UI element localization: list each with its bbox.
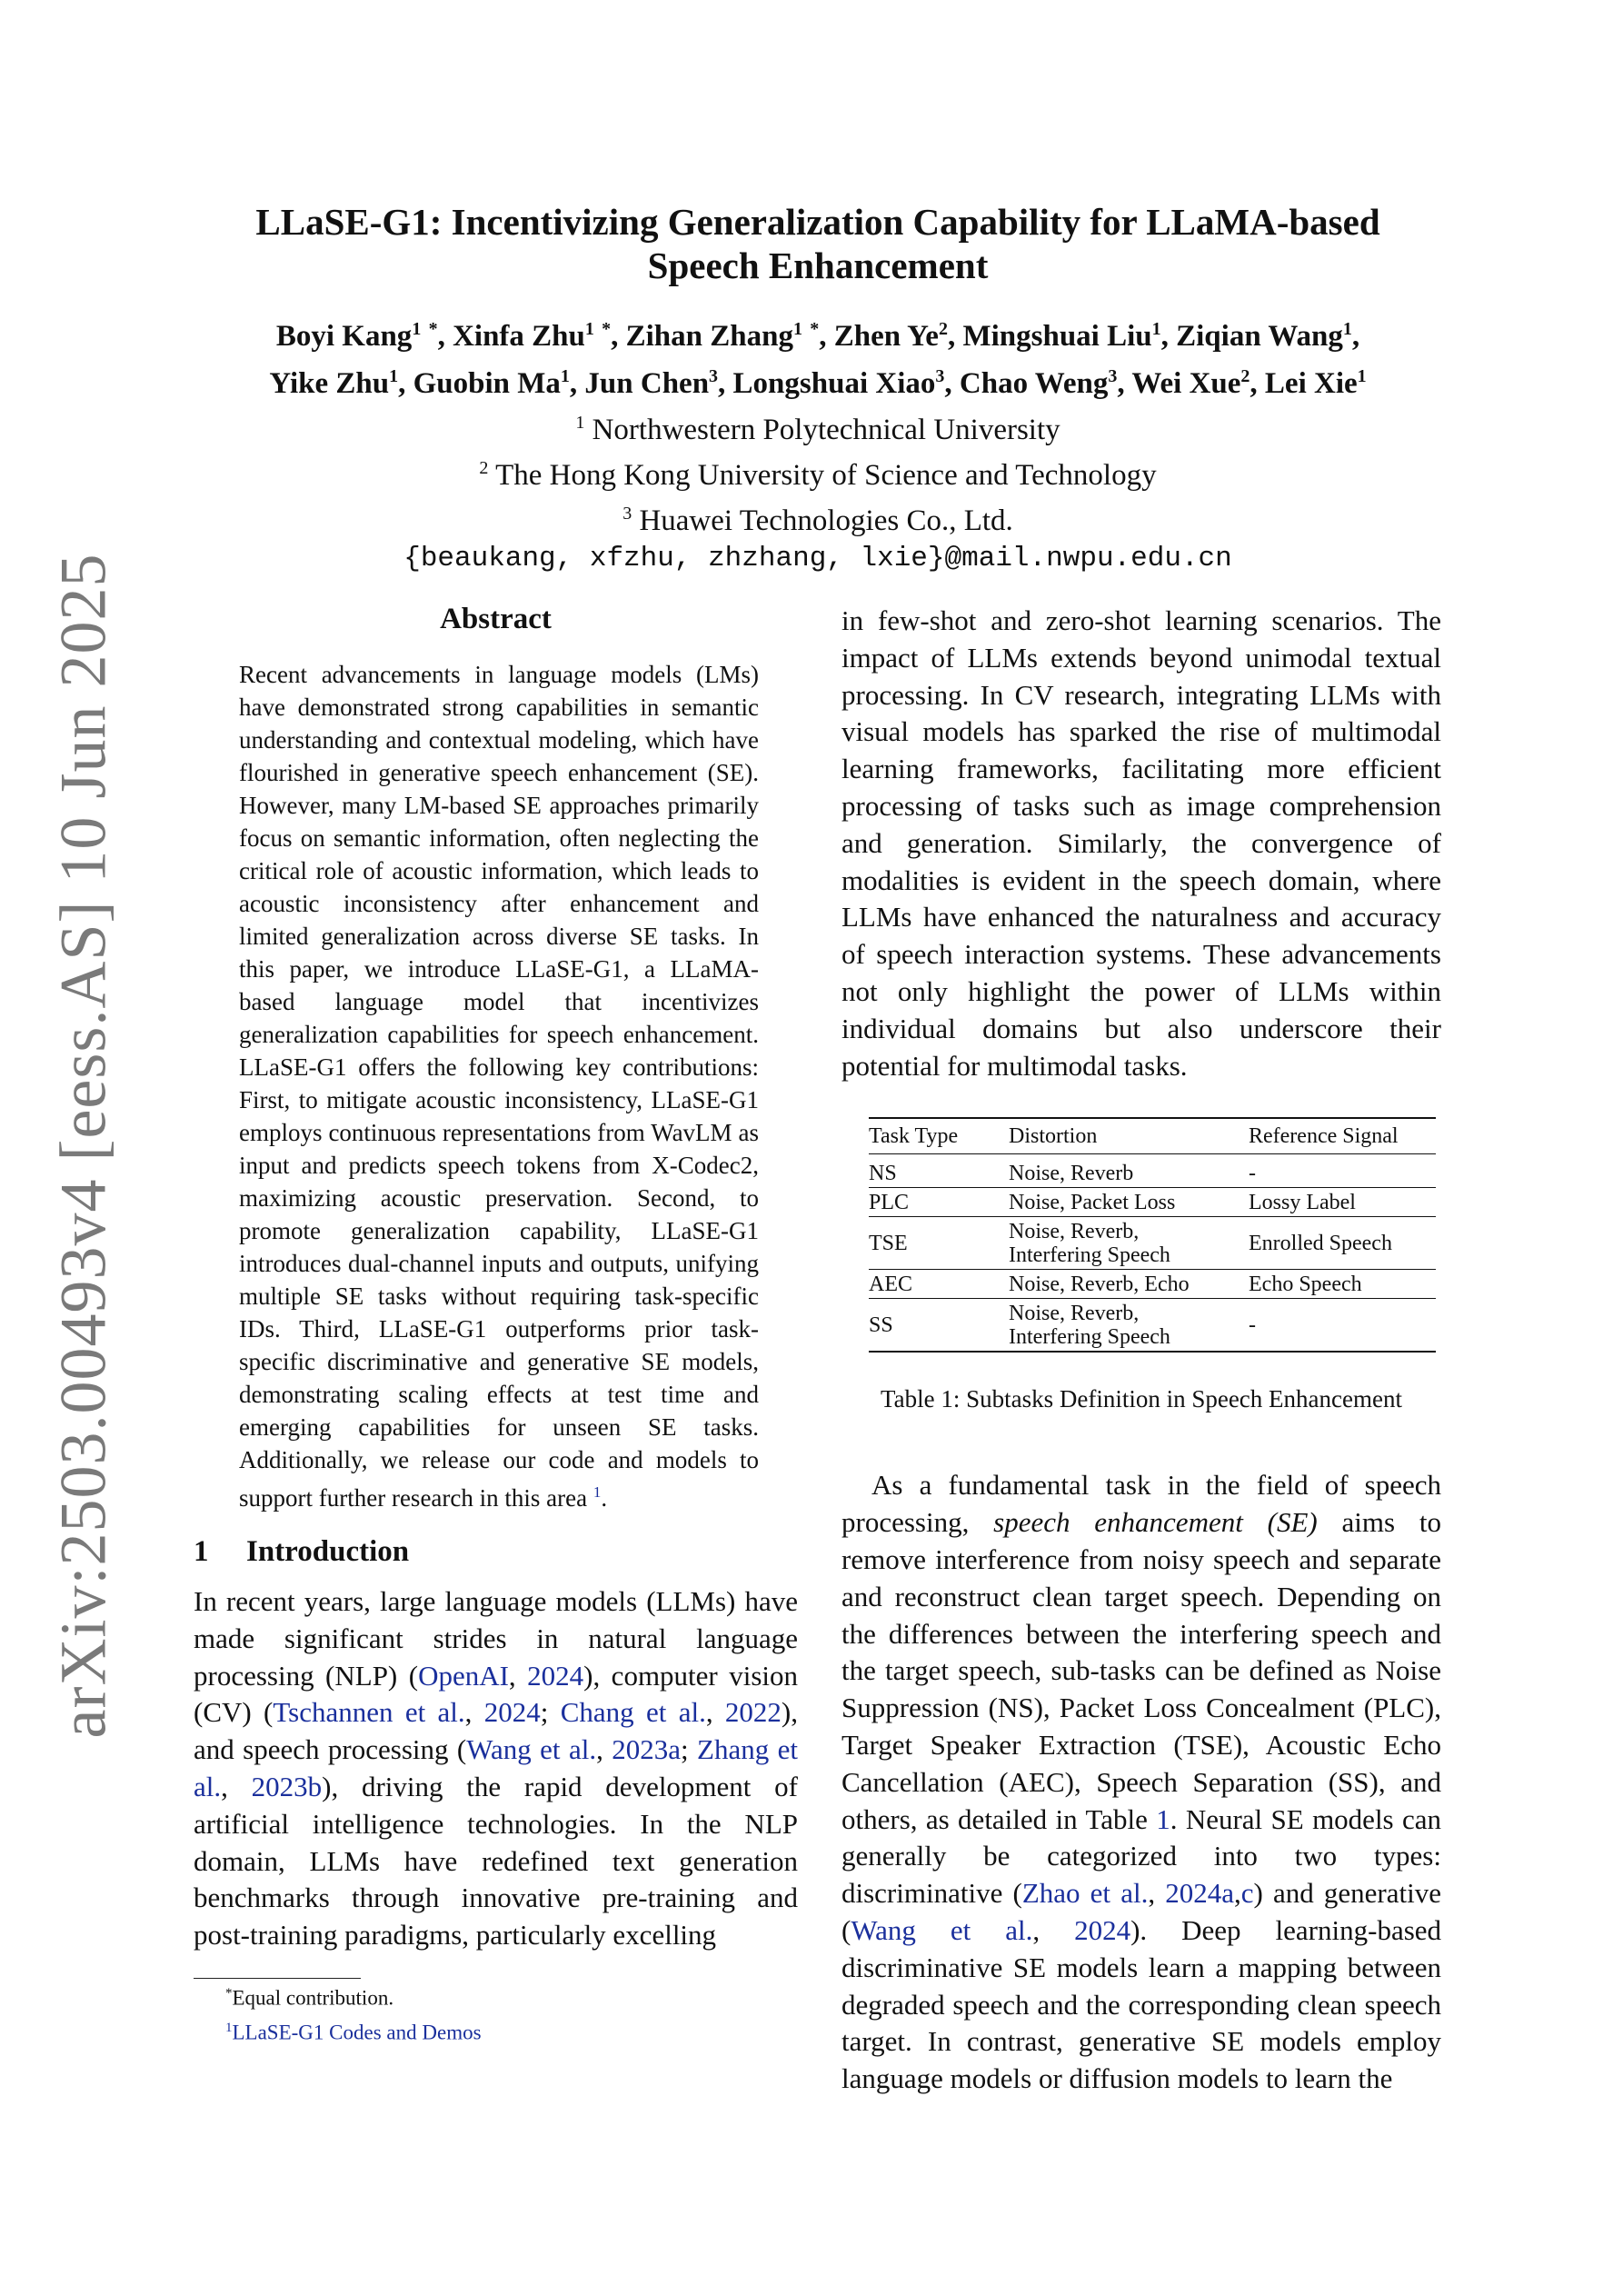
table-header-row: [869, 1118, 1436, 1154]
table-row: [869, 1299, 1436, 1353]
intro-paragraph: In recent years, large language models (LLMs) have made significant strides in natural language processing (NLP) (OpenAI, 2024), computer vision (CV) (Tschannen et al., 2024; Chang et al., 2022), and speech processing (Wang et al., 2023a; Zhang et al., 2023b), driving the rapid development of artificial intelligence technologies. In the NLP domain, LLMs have redefined text generation benchmarks through innovative pre-training and post-training paradigms, particularly excelling: [194, 1585, 799, 1952]
citation-link[interactable]: Tschannen et al.: [273, 1696, 465, 1729]
citation-link[interactable]: Zhao et al.: [1021, 1877, 1149, 1910]
right-column: [841, 603, 1441, 2098]
code-demos-link[interactable]: LLaSE-G1 Codes and Demos: [232, 2021, 482, 2044]
citation-link[interactable]: 2024: [1074, 1913, 1131, 1946]
arxiv-sidebar-stamp: [20, 553, 147, 1738]
table-cell: Enrolled Speech: [1249, 1217, 1436, 1270]
citation-link[interactable]: 2023a: [612, 1733, 681, 1766]
table-header-cell: Task Type: [869, 1118, 1009, 1154]
table-cell: NS: [869, 1154, 1009, 1188]
footnote-link[interactable]: 1: [592, 1483, 602, 1501]
left-column: [194, 600, 798, 2047]
affiliation-1: $^1$ Northwestern Polytechnical University: [575, 413, 1060, 446]
author-emails: {beaukang, xfzhu, zhzhang, lxie}@mail.nwpu.edu.cn: [403, 543, 1232, 574]
affiliation-3: $^3$ Huawei Technologies Co., Ltd.: [622, 504, 1013, 537]
author-list: Boyi Kang$^1$ *, Xinfa Zhu$^1$ *, Zihan Zhang$^1$ *, Zhen Ye$^2$, Mingshuai Liu$^1$, Ziqian Wang$^1$, Yike Zhu$^1$, Guobin Ma$^1$, Jun Chen$^3$, Longshuai Xiao$^3$, Chao Weng$^3$, Wei Xue$^2$, Lei Xie$^1$: [269, 319, 1367, 400]
table-cell: PLC: [869, 1188, 1009, 1217]
abstract-heading: Abstract: [440, 603, 552, 635]
citation-link[interactable]: 2022: [724, 1696, 782, 1729]
right-paragraph-1: in few-shot and zero-shot learning scenarios. The impact of LLMs extends beyond unimodal textual processing. In CV research, integrating LLMs with visual models has sparked the rise of multimodal learning frameworks, facilitating more efficient processing of tasks such as image comprehension and generation. Similarly, the convergence of modalities is evident in the speech domain, where LLMs have enhanced the naturalness and accuracy of speech interaction systems. These advancements not only highlight the power of LLMs within individual domains but also underscore their potential for multimodal tasks.: [841, 604, 1441, 1082]
citation-link[interactable]: OpenAI: [418, 1659, 509, 1692]
table-cell: Noise, Packet Loss: [1009, 1188, 1249, 1217]
table-cell: Noise, Reverb: [1009, 1154, 1249, 1188]
footnote-code-link: $^1$LLaSE-G1 Codes and Demos: [225, 2020, 482, 2044]
citation-link[interactable]: 2023b: [251, 1770, 323, 1802]
paper-header: [164, 200, 1472, 578]
table-cell: Noise, Reverb, Interfering Speech: [1009, 1217, 1249, 1270]
table-row: [869, 1217, 1436, 1270]
citation-link[interactable]: Wang et al.: [466, 1733, 597, 1766]
table-header-cell: Reference Signal: [1249, 1118, 1436, 1154]
citation-link[interactable]: Chang et al.: [560, 1696, 706, 1729]
table-cell: SS: [869, 1299, 1009, 1353]
right-paragraph-2: As a fundamental task in the field of speech processing, speech enhancement (SE) aims to remove interference from noisy speech and separate and reconstruct clean target speech. Depending on the differences between the interfering speech and the target speech, sub-tasks can be defined as Noise Suppression (NS), Packet Loss Concealment (PLC), Target Speaker Extraction (TSE), Acoustic Echo Cancellation (AEC), Speech Separation (SS), and others, as detailed in Table 1. Neural SE models can generally be categorized into two types: discriminative (Zhao et al., 2024a,c) and generative (Wang et al., 2024). Deep learning-based discriminative SE models learn a mapping between degraded speech and the corresponding clean speech target. In contrast, generative SE models employ language models or diffusion models to learn the: [841, 1469, 1442, 2095]
table-cell: TSE: [869, 1217, 1009, 1270]
table-row: [869, 1188, 1436, 1217]
subtasks-table: [869, 1117, 1436, 1353]
table-cell: Echo Speech: [1249, 1270, 1436, 1299]
table-reference-link[interactable]: 1: [1156, 1802, 1170, 1835]
table-cell: -: [1249, 1154, 1436, 1188]
citation-link[interactable]: 2024: [483, 1696, 541, 1729]
citation-link[interactable]: c: [1240, 1877, 1254, 1910]
citation-link[interactable]: 2024a: [1165, 1877, 1234, 1910]
arxiv-id: arXiv:2503.00493v4 [eess.AS] 10 Jun 2025: [46, 553, 120, 1738]
paper-title: LLaSE-G1: Incentivizing Generalization Capability for LLaMA-based Speech Enhancement: [255, 201, 1380, 286]
table-row: [869, 1270, 1436, 1299]
affiliation-2: $^2$ The Hong Kong University of Science and Technology: [479, 458, 1157, 492]
table-cell: Noise, Reverb, Echo: [1009, 1270, 1249, 1299]
section-heading-introduction: 1 Introduction: [194, 1535, 410, 1568]
table-cell: Noise, Reverb, Interfering Speech: [1009, 1299, 1249, 1353]
table-header-cell: Distortion: [1009, 1118, 1249, 1154]
footnote-equal-contribution: *Equal contribution.: [225, 1985, 394, 2010]
citation-link[interactable]: Wang et al.: [851, 1913, 1033, 1946]
table-cell: AEC: [869, 1270, 1009, 1299]
abstract-body: Recent advancements in language models (LMs) have demonstrated strong capabilities in semantic understanding and contextual modeling, which have flourished in generative speech enhancement (SE). However, many LM-based SE approaches primarily focus on semantic information, often neglecting the critical role of acoustic information, which leads to acoustic inconsistency after enhancement and limited generalization across diverse SE tasks. In this paper, we introduce LLaSE-G1, a LLaMA-based language model that incentivizes generalization capabilities for speech enhancement. LLaSE-G1 offers the following key contributions: First, to mitigate acoustic inconsistency, LLaSE-G1 employs continuous representations from WavLM as input and predicts speech tokens from X-Codec2, maximizing acoustic preservation. Second, to promote generalization capability, LLaSE-G1 introduces dual-channel inputs and outputs, unifying multiple SE tasks without requiring task-specific IDs. Third, LLaSE-G1 outperforms prior task-specific discriminative and generative SE models, demonstrating scaling effects at test time and emerging capabilities for unseen SE tasks. Additionally, we release our code and models to support further research in this area $^1$.: [239, 661, 759, 1512]
table-cell: Lossy Label: [1249, 1188, 1436, 1217]
table-caption: Table 1: Subtasks Definition in Speech Enhancement: [881, 1385, 1402, 1413]
citation-link[interactable]: 2024: [527, 1659, 584, 1692]
table-row: [869, 1154, 1436, 1188]
citation-link[interactable]: Zhang et al.: [194, 1733, 799, 1802]
table-cell: -: [1249, 1299, 1436, 1353]
